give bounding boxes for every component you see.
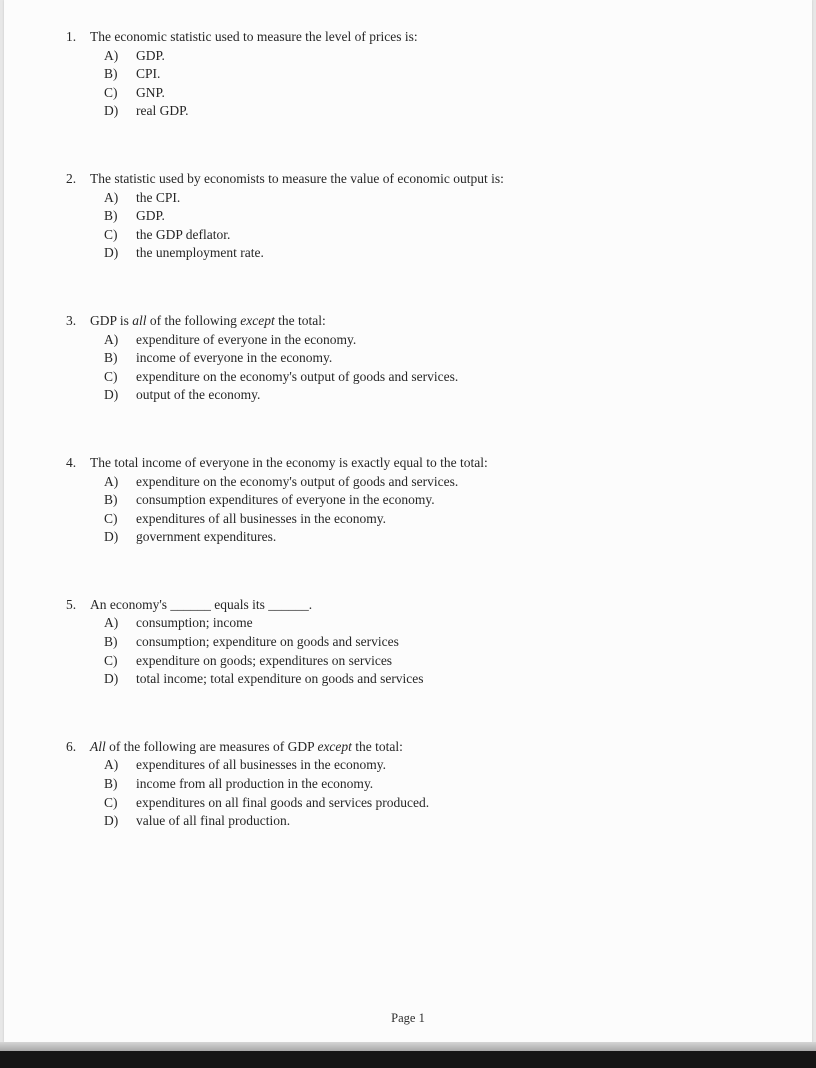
choice xyxy=(104,510,742,529)
question-stem xyxy=(90,738,742,757)
choice-label: D) xyxy=(104,529,119,545)
choice-text: expenditures of all businesses in the economy. xyxy=(136,757,386,773)
scan-bottom-bar xyxy=(0,1051,816,1068)
choice xyxy=(104,47,742,66)
question-number: 4. xyxy=(66,454,77,470)
choice-text: expenditure on goods; expenditures on services xyxy=(136,652,393,668)
choice xyxy=(104,244,742,263)
choice xyxy=(104,386,742,405)
choice xyxy=(104,528,742,547)
choice-label: B) xyxy=(104,208,118,224)
question-number: 1. xyxy=(66,29,77,44)
choice-label: D) xyxy=(104,671,119,687)
document-page xyxy=(4,0,812,1042)
choice-text: expenditures of all businesses in the economy. xyxy=(136,510,386,526)
question-stem-segment: The economic statistic used to measure the level of prices is: xyxy=(90,29,418,44)
choice-text: total income; total expenditure on goods and services xyxy=(136,671,424,687)
choice xyxy=(104,794,742,813)
choice xyxy=(104,775,742,794)
question-stem xyxy=(90,28,742,47)
question-stem xyxy=(90,454,742,473)
question xyxy=(66,454,742,547)
choice-text: consumption; income xyxy=(136,615,253,631)
choice xyxy=(104,652,742,671)
question-number: 5. xyxy=(66,596,77,612)
choice-text: GDP. xyxy=(136,208,165,224)
choice-text: value of all final production. xyxy=(136,813,291,829)
question-stem-segment: of the following xyxy=(146,312,241,328)
choice xyxy=(104,491,742,510)
choice-label: A) xyxy=(104,473,119,489)
question-row xyxy=(66,738,742,757)
choice-text: expenditures on all final goods and services produced. xyxy=(136,794,430,810)
choice-text: the unemployment rate. xyxy=(136,245,264,261)
question xyxy=(66,28,742,121)
choice-text: the GDP deflator. xyxy=(136,226,231,242)
choice xyxy=(104,368,742,387)
choice-text: consumption expenditures of everyone in the economy. xyxy=(136,492,435,508)
question-list xyxy=(4,0,812,831)
choice-text: output of the economy. xyxy=(136,387,261,403)
question-number: 2. xyxy=(66,170,77,186)
question-stem-segment: the total: xyxy=(274,312,326,328)
choice-label: A) xyxy=(104,331,119,347)
choice-text: income from all production in the economy. xyxy=(136,776,374,792)
choice-label: A) xyxy=(104,615,119,631)
question-stem-segment: All xyxy=(90,738,106,754)
page-footer-label: Page 1 xyxy=(391,1011,425,1025)
choice-text: government expenditures. xyxy=(136,529,277,545)
choice xyxy=(104,614,742,633)
choice-text: consumption; expenditure on goods and services xyxy=(136,634,399,650)
question-stem-segment: except xyxy=(317,738,352,754)
choice-label: A) xyxy=(104,189,119,205)
choice xyxy=(104,102,742,121)
choice xyxy=(104,189,742,208)
choice-label: D) xyxy=(104,103,119,119)
question-row xyxy=(66,28,742,47)
choice xyxy=(104,207,742,226)
choice-label: C) xyxy=(104,652,118,668)
question-stem-segment: An economy's ______ equals its ______. xyxy=(90,596,313,612)
choice-list xyxy=(104,47,742,121)
choice-label: B) xyxy=(104,350,118,366)
question xyxy=(66,738,742,831)
question-stem xyxy=(90,596,742,615)
question-stem-segment: The total income of everyone in the economy is exactly equal to the total: xyxy=(90,454,488,470)
choice xyxy=(104,633,742,652)
choice xyxy=(104,331,742,350)
question-row xyxy=(66,596,742,615)
question-row xyxy=(66,312,742,331)
choice-label: C) xyxy=(104,794,118,810)
choice-label: A) xyxy=(104,757,119,773)
question-stem xyxy=(90,170,742,189)
choice-label: D) xyxy=(104,245,119,261)
choice-list xyxy=(104,614,742,688)
question-stem-segment: The statistic used by economists to measure the value of economic output is: xyxy=(90,170,504,186)
choice-label: C) xyxy=(104,368,118,384)
choice-label: D) xyxy=(104,387,119,403)
question-stem-segment: all xyxy=(132,312,147,328)
choice-text: expenditure of everyone in the economy. xyxy=(136,331,357,347)
choice-list xyxy=(104,189,742,263)
choice-text: GDP. xyxy=(136,47,165,63)
choice-list xyxy=(104,473,742,547)
question-row xyxy=(66,170,742,189)
question-stem-segment: GDP is xyxy=(90,312,133,328)
choice-label: B) xyxy=(104,776,118,792)
choice-label: B) xyxy=(104,634,118,650)
question xyxy=(66,170,742,263)
choice-text: the CPI. xyxy=(136,189,181,205)
choice-text: real GDP. xyxy=(136,103,189,119)
choice-label: B) xyxy=(104,492,118,508)
question-row xyxy=(66,454,742,473)
question-stem-segment: of the following are measures of GDP xyxy=(105,738,318,754)
choice-list xyxy=(104,331,742,405)
choice xyxy=(104,473,742,492)
choice xyxy=(104,670,742,689)
choice-label: D) xyxy=(104,813,119,829)
choice xyxy=(104,349,742,368)
choice-text: expenditure on the economy's output of goods and services. xyxy=(136,473,459,489)
question-stem-segment: the total: xyxy=(351,738,403,754)
choice-label: A) xyxy=(104,47,119,63)
choice xyxy=(104,84,742,103)
question-number: 6. xyxy=(66,738,77,754)
scan-edge-strip xyxy=(0,1042,816,1051)
question-stem xyxy=(90,312,742,331)
choice-text: income of everyone in the economy. xyxy=(136,350,333,366)
question xyxy=(66,312,742,405)
choice-list xyxy=(104,756,742,830)
choice xyxy=(104,756,742,775)
choice-label: C) xyxy=(104,84,118,100)
choice-label: B) xyxy=(104,66,118,82)
choice xyxy=(104,226,742,245)
question xyxy=(66,596,742,689)
choice-text: expenditure on the economy's output of goods and services. xyxy=(136,368,459,384)
question-stem-segment: except xyxy=(240,312,275,328)
choice-label: C) xyxy=(104,226,118,242)
choice xyxy=(104,65,742,84)
choice xyxy=(104,812,742,831)
choice-label: C) xyxy=(104,510,118,526)
choice-text: CPI. xyxy=(136,66,161,82)
question-number: 3. xyxy=(66,312,77,328)
choice-text: GNP. xyxy=(136,84,165,100)
